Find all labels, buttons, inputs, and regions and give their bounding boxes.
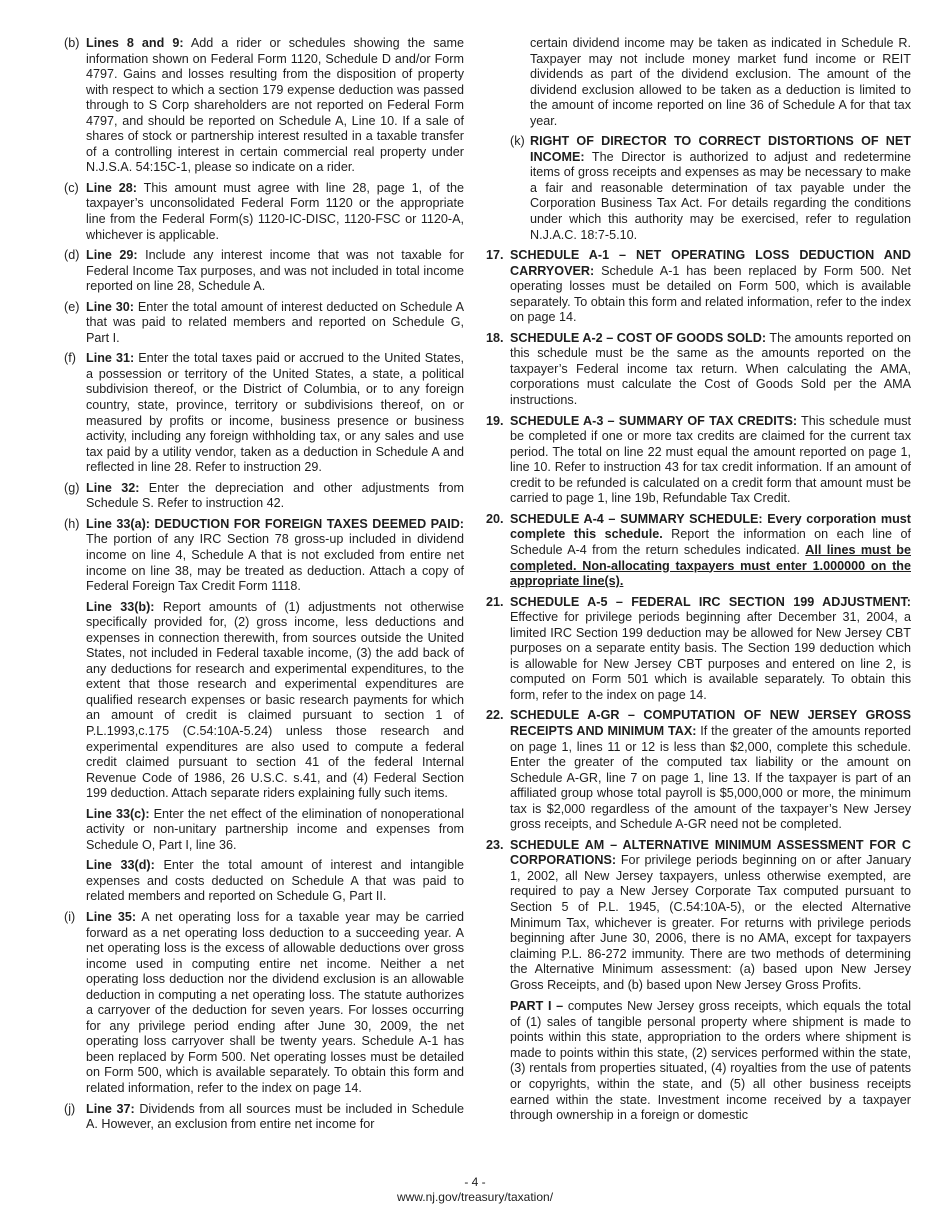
item-heading: Lines 8 and 9: (86, 36, 184, 50)
section-heading: SCHEDULE A-5 – FEDERAL IRC SECTION 199 ADJUSTMENT: (510, 594, 911, 609)
section-number: 20. (486, 511, 504, 526)
section-17 (486, 248, 911, 326)
item-heading: RIGHT OF DIRECTOR TO CORRECT DISTORTIONS OF NET INCOME: (530, 134, 911, 164)
item-heading: Line 37: (86, 1101, 135, 1116)
section-text: Effective for privilege periods beginning after December 31, 2004, a limited IRC Section 199 deduction may be allowed for New Jersey CBT purposes on a separate entity basis. The Section 199 deduction which is allowable for New Jersey CBT purposes and entered on line 2, is computed on Form 501 which is available separately. To obtain this form, refer to the index on page 14. (510, 610, 911, 702)
footer-url: www.nj.gov/treasury/taxation/ (396, 1190, 554, 1204)
section-number: 18. (486, 330, 504, 345)
item-label: (k) (510, 134, 525, 149)
section-text: If the greater of the amounts reported on page 1, lines 11 or 12 is less than $2,000, complete this schedule. Enter the greater of the computed tax liability or the amount on Schedule A-GR, line 7 on page 1, line 13. If the taxpayer is part of an affiliated group whose total payroll is $5,000,000 or more, the minimum tax is $2,000 regardless of the amount of the taxpayer’s New Jersey gross receipts, and Schedule A-GR need not be completed. (510, 723, 912, 832)
section-number: 23. (486, 837, 504, 852)
section-21 (486, 595, 911, 704)
section-text: Report the information on each line of Schedule A-4 from the return schedules indicated. (510, 527, 911, 557)
item-label: (g) (64, 480, 80, 495)
item-f (64, 351, 464, 475)
item-text: The portion of any IRC Section 78 gross-up included in dividend income on line 4, Schedule A that is not excluded from entire net income on line 38, may be treated as deduction. Attach a copy of Federal Foreign Tax Credit Form 1118. (86, 532, 464, 594)
item-text: Enter the total taxes paid or accrued to the United States, a possession or territory of the United States, a state, a political subdivision thereof, or the District of Columbia, or to any foreign country, state, province, territory or subdivisions thereof, on or measured by profits or income, business presence or business activity, including any foreign withholding tax, or any sales and use tax paid by a utility vendor, taken as a deduction in Schedule A and reflected in line 28. Refer to instruction 29. (86, 351, 464, 475)
item-text: Enter the total amount of interest and intangible expenses and costs deducted on Schedule A that was paid to related members and reported on Schedule G, Part II. (86, 858, 465, 904)
item-h-33b (86, 600, 464, 802)
item-text: A net operating loss for a taxable year may be carried forward as a net operating loss deduction to a succeeding year. A net operating loss is the excess of allowable deductions over gross income used in computing entire net income. Neither a net operating loss deduction nor the dividend exclusion is an allowable deduction in computing a net operating loss. The statute authorizes a carryover of the deduction for seven years. For losses occurring for any privilege period ending after June 30, 2009, the net operating loss carryover shall be twenty years. Schedule A-1 has been replaced by Form 500. Net operating losses must be detailed on Form 500, which is available separately. To obtain this form and related information, refer to the index on page 14. (86, 909, 464, 1095)
item-h-33d (86, 858, 464, 905)
section-19 (486, 414, 911, 507)
item-e (64, 300, 464, 347)
page-number: - 4 - (464, 1175, 486, 1189)
item-k (486, 134, 911, 243)
item-text: Enter the total amount of interest deducted on Schedule A that was paid to related members and reported on Schedule G, Part I. (86, 299, 464, 345)
item-label: (b) (64, 36, 80, 50)
section-23-part-1 (510, 999, 911, 1123)
item-text: Enter the net effect of the elimination of nonoperational activity or non-unitary partnership income and expenses from Schedule O, Part I, line 36. (86, 806, 464, 852)
section-23 (486, 838, 911, 1124)
item-c (64, 181, 464, 243)
item-text: The Director is authorized to adjust and redetermine items of gross receipts and expenses as may be necessary to make a fair and reasonable determination of tax payable under the Corporation Business Tax Act. For details regarding the conditions under which this authority may be exercised, refer to regulation N.J.A.C. 18:7-5.10. (530, 149, 911, 242)
section-text: Schedule A-1 has been replaced by Form 500. Net operating losses must be detailed on Form 500, which is available separately. To obtain this form and related information, refer to the index on page 14. (510, 263, 911, 325)
item-heading: Line 35: (86, 909, 137, 924)
item-label: (i) (64, 909, 76, 924)
item-heading: Line 32: (86, 480, 140, 495)
item-heading: Line 30: (86, 299, 134, 314)
item-j (64, 1102, 464, 1133)
section-heading: SCHEDULE A-4 – SUMMARY SCHEDULE: Every corporation must complete this schedule. (510, 511, 911, 542)
section-text: This schedule must be completed if one or more tax credits are claimed for the current tax period. The total on line 22 must equal the amount reported on page 1, line 10. Refer to instruction 43 for tax credit information. If an amount of credit to be refunded is calculated on a credit form that amount must be carried to page 1, line 19b, Refundable Tax Credit. (510, 413, 911, 506)
item-text: Add a rider or schedules showing the same information shown on Federal Form 1120, Schedule D and/or Form 4797. Gains and losses resulting from the disposition of property with respect to which a section 179 expense deduction was passed through to S Corp shareholders are not reported on Federal Form 4797, and should be reported on Schedule A, Line 10. If a sale of shares of stock or partnership interest resulted in a taxable transfer of a controlling interest in certain commercial real property under N.J.S.A. 54:15C-1, please so indicate on a rider. (86, 36, 465, 175)
item-heading: Line 33(a): DEDUCTION FOR FOREIGN TAXES DEEMED PAID: (86, 516, 464, 531)
item-g (64, 481, 464, 512)
item-heading: Line 31: (86, 351, 135, 366)
item-label: (e) (64, 299, 80, 314)
section-18 (486, 331, 911, 409)
item-label: (d) (64, 248, 80, 263)
item-label: (c) (64, 180, 79, 195)
item-heading: Line 33(c): (86, 806, 150, 821)
section-heading: SCHEDULE A-2 – COST OF GOODS SOLD: (510, 330, 767, 345)
item-label: (j) (64, 1101, 76, 1116)
item-text: Dividends from all sources must be included in Schedule A. However, an exclusion from entire net income for (86, 1101, 464, 1132)
section-heading: SCHEDULE A-3 – SUMMARY OF TAX CREDITS: (510, 413, 798, 428)
item-heading: Line 33(b): (86, 599, 155, 614)
item-h (64, 517, 464, 905)
section-heading: SCHEDULE A-GR – COMPUTATION OF NEW JERSEY GROSS RECEIPTS AND MINIMUM TAX: (510, 708, 911, 738)
section-emphasis: All lines must be completed. Non-allocating taxpayers must enter 1.000000 on the appropriate line(s). (510, 542, 911, 589)
right-column (486, 36, 911, 1129)
section-text: The amounts reported on this schedule must be the same as the amounts reported on the taxpayer’s Federal income tax return. When calculating the AMA, corporations must calculate the Cost of Goods Sold per the AMA instructions. (510, 330, 911, 408)
item-i (64, 910, 464, 1097)
section-20 (486, 512, 911, 590)
item-j-continued: certain dividend income may be taken as indicated in Schedule R. Taxpayer may not include money market fund income or REIT dividends as part of the dividend exclusion. The amount of the dividend exclusion allowed to be taken as a deduction is limited to the amount of income reported on line 36 of Schedule A for that tax year. (530, 36, 911, 128)
section-number: 21. (486, 594, 504, 609)
section-22 (486, 708, 911, 832)
section-text: For privilege periods beginning on or after January 1, 2002, all New Jersey taxpayers, unless otherwise exempted, are required to pay a New Jersey Corporate Tax computed pursuant to Section 5 of P.L. 1945, (C.54:10A-5), or the elected Alternative Minimum Tax, whichever is greater. For returns with privilege periods beginning after June 30, 2006, there is no AMA, except for taxpayers claiming P.L. 86-272 immunity. There are two methods of determining the Alternative Minimum assessment: (a) based upon New Jersey Gross Receipts, and (b) based upon New Jersey Gross Profits. (510, 853, 911, 992)
section-heading: SCHEDULE A-1 – NET OPERATING LOSS DEDUCTION AND CARRYOVER: (510, 248, 911, 278)
part-heading: PART I – (510, 999, 564, 1014)
item-label: (f) (64, 351, 76, 366)
section-number: 22. (486, 708, 504, 723)
item-heading: Line 33(d): (86, 858, 155, 873)
item-text: Report amounts of (1) adjustments not otherwise specifically provided for, (2) gross income, less deductions and expenses in connection therewith, from sources outside the United States, not included in Federal taxable income, (3) the add back of any deductions for research and experimental expenditures, to the extent that those research and experimental expenditures are qualified research expenses or basic research payments for which an amount of credit is claimed pursuant to section 1 of P.L.1993,c.175 (C.54:10A-5.24) unless those research and experimental expenditures are also used to compute a federal credit claimed pursuant to section 41 of the federal Internal Revenue Code of 1986, 26 U.S.C. s.41, and (4) Federal Section 199 deduction. Attach separate riders explaining fully such items. (86, 599, 465, 801)
item-b (64, 36, 464, 176)
item-heading: Line 29: (86, 248, 138, 263)
section-heading: SCHEDULE AM – ALTERNATIVE MINIMUM ASSESSMENT FOR C CORPORATIONS: (510, 837, 911, 868)
item-text: Enter the depreciation and other adjustments from Schedule S. Refer to instruction 42. (86, 480, 464, 511)
section-number: 17. (486, 248, 504, 263)
section-number: 19. (486, 413, 504, 428)
part-text: computes New Jersey gross receipts, which equals the total of (1) sales of tangible personal property where shipment is made to points within this state, appropriation to the orders where shipment is made to points within this state, (2) services performed within the state, (3) rentals from properties situated, (4) royalties from the use of patents or copyrights, within the state, and (5) all other business receipts earned within the state. Investment income received by a taxpayer through ownership in a foreign or domestic (510, 999, 911, 1123)
item-heading: Line 28: (86, 180, 137, 195)
item-label: (h) (64, 516, 80, 531)
item-text: This amount must agree with line 28, page 1, of the taxpayer’s unconsolidated Federal Form 1120 or the appropriate line from the Federal Form(s) 1120-IC-DISC, 1120-FSC or 1120-A, whichever is applicable. (86, 180, 464, 242)
item-h-33c (86, 807, 464, 854)
item-text: Include any interest income that was not taxable for Federal Income Tax purposes, and was not included in total income reported on line 28, Schedule A. (86, 248, 464, 294)
item-d (64, 248, 464, 295)
left-column (64, 36, 464, 1138)
